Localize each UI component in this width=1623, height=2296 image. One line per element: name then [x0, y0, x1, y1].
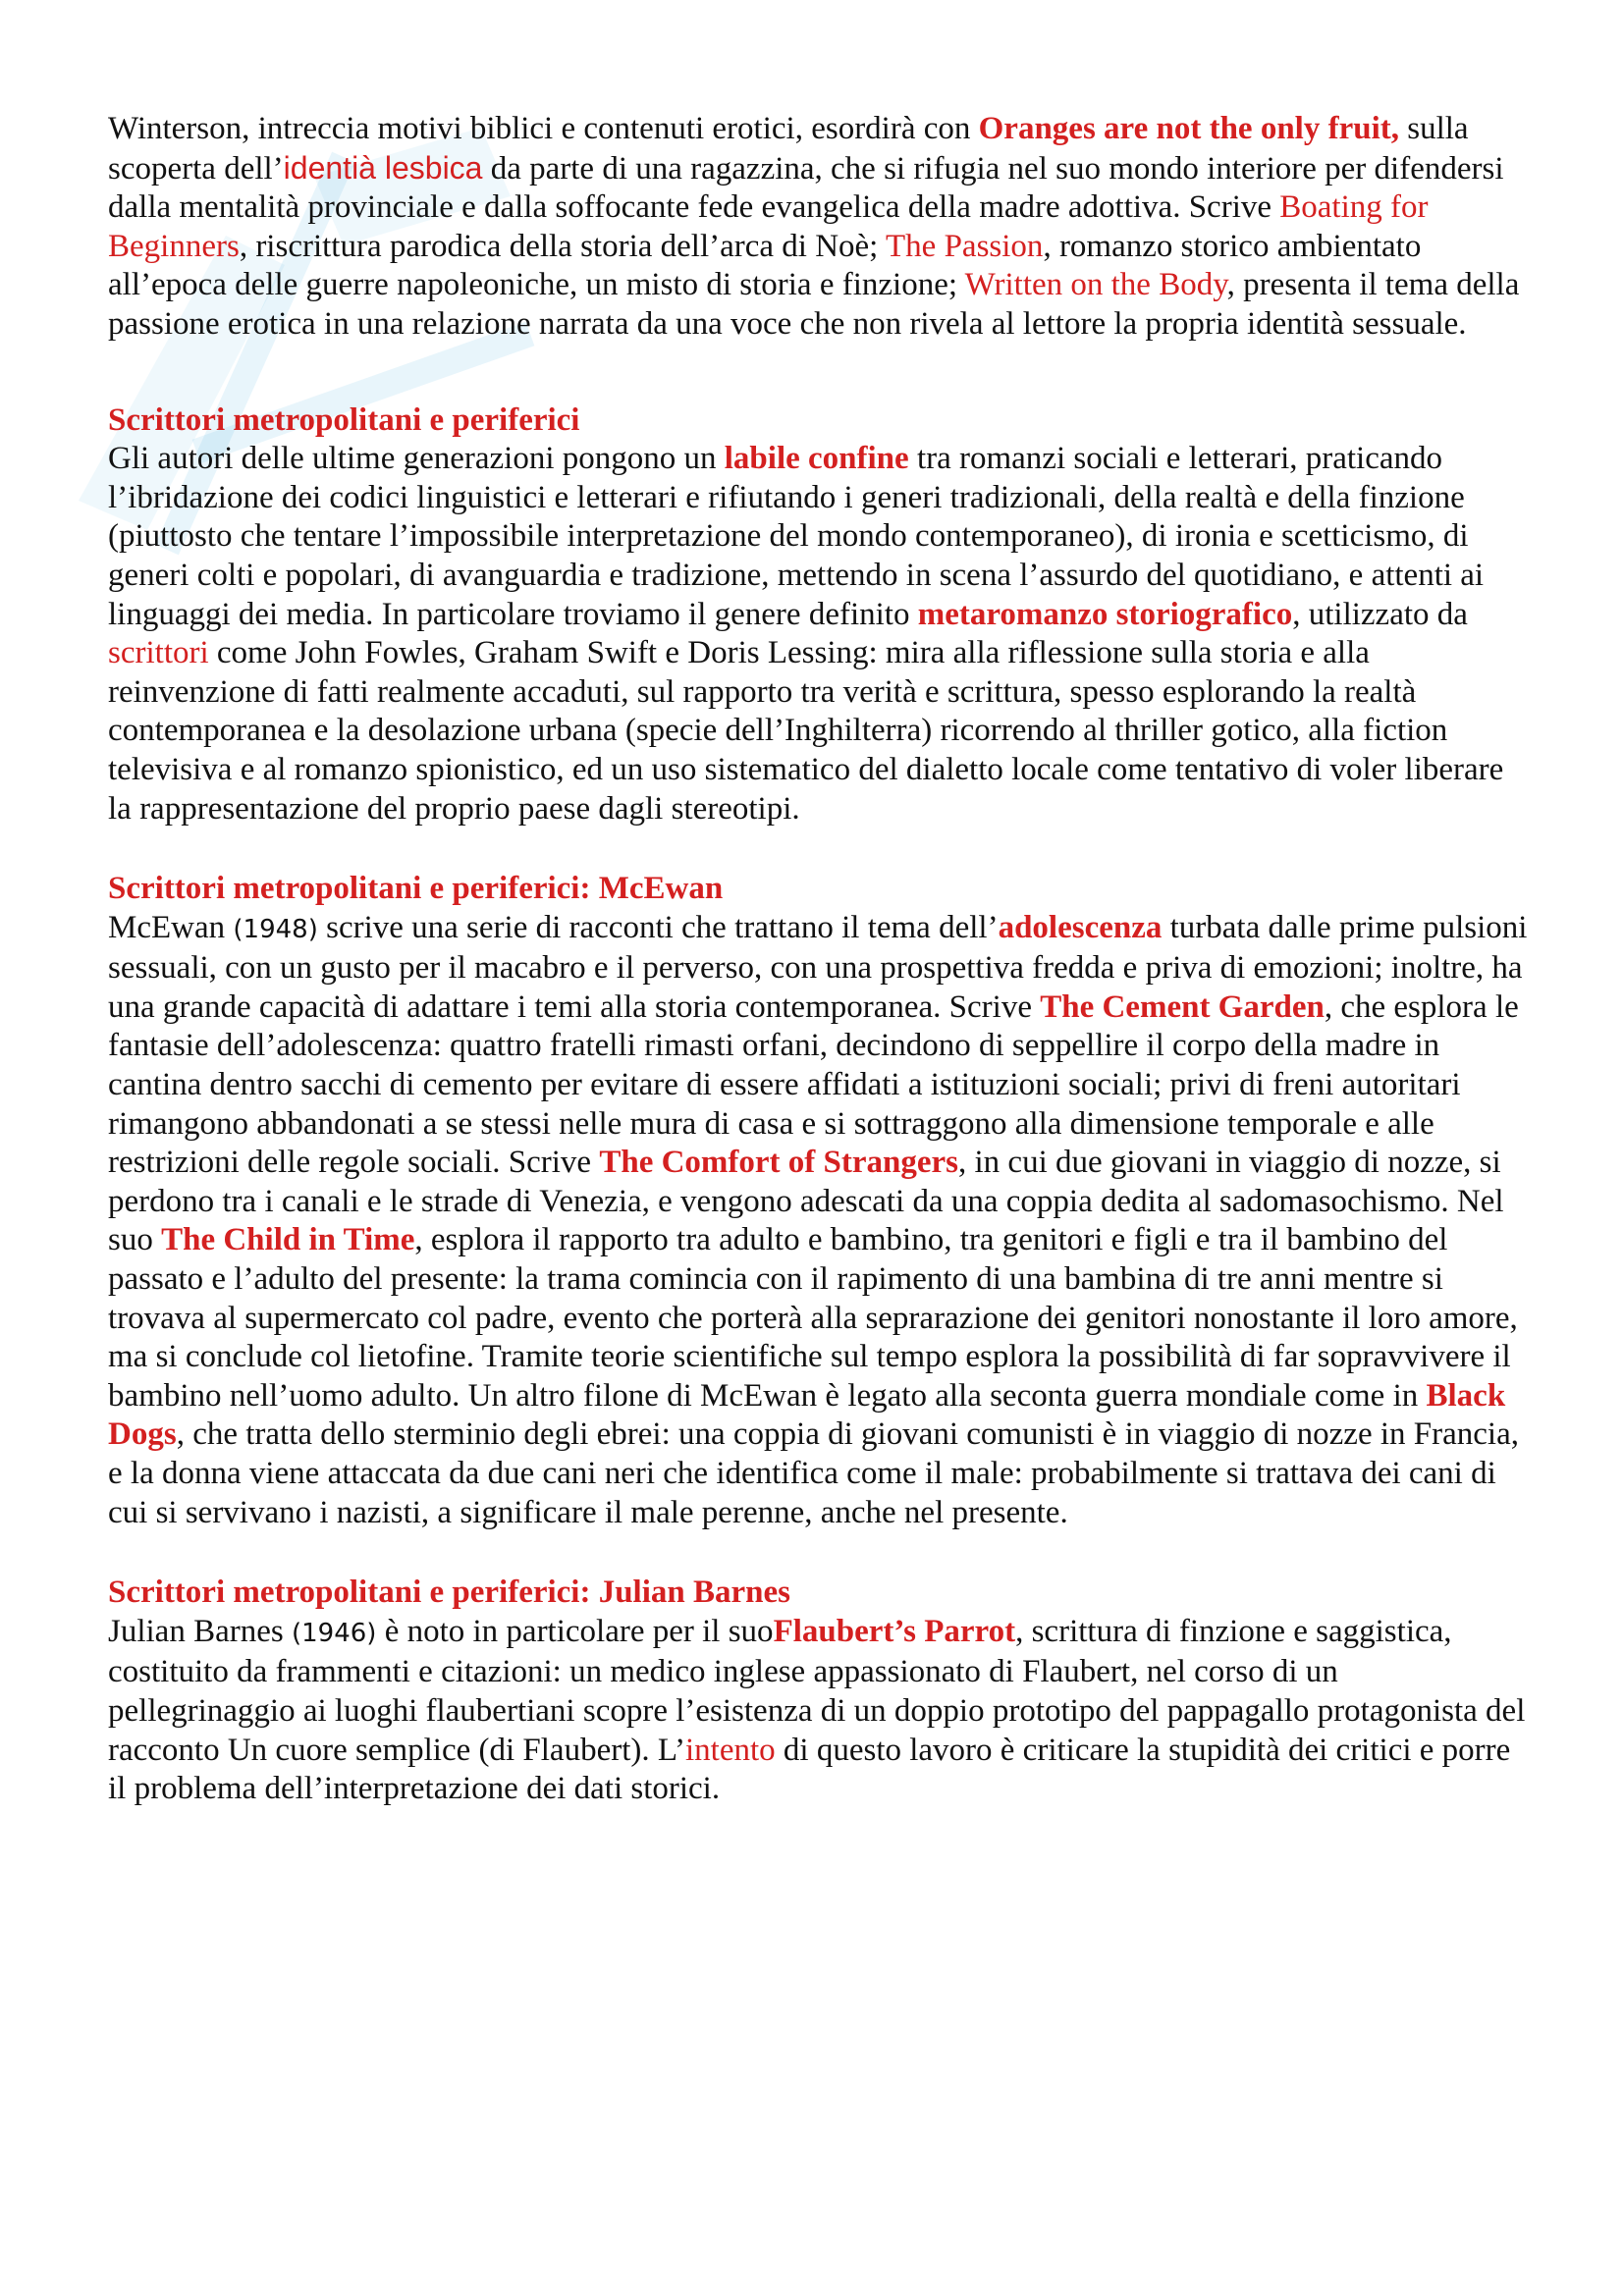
- term-highlight: scrittori: [108, 635, 209, 671]
- term-highlight: intento: [685, 1732, 776, 1768]
- title-highlight: The Cement Garden: [1040, 988, 1325, 1025]
- section-mcewan: [108, 870, 1530, 1532]
- text-run: McEwan: [108, 909, 234, 945]
- text-run: Julian Barnes: [108, 1613, 292, 1649]
- title-highlight: adolescenza: [998, 909, 1163, 945]
- paragraph-barnes: [108, 1613, 1530, 1809]
- title-highlight: labile confine: [724, 441, 909, 477]
- text-run: scrive una serie di racconti che trattano il tema dell’: [317, 909, 999, 945]
- text-run: è noto in particolare per il suo: [376, 1613, 774, 1649]
- paragraph-scrittori: [108, 440, 1530, 828]
- term-highlight: identià lesbica: [283, 149, 483, 186]
- title-highlight: Black Dogs: [108, 1377, 1506, 1453]
- year-text: (1948): [233, 914, 318, 944]
- term-highlight: Boating for Beginners: [108, 189, 1429, 264]
- paragraph-winterson: [108, 110, 1530, 345]
- term-highlight: The Passion: [886, 228, 1044, 264]
- text-run: , scrittura di finzione e saggistica, costituito da frammenti e citazioni: un medico inglese appassionato di Flaubert, nel corso di un pellegrinaggio ai luoghi flaubertiani scopre l’esistenza di un doppio prototipo del pappagallo protagonista del racconto Un cuore semplice (di Flaubert). L’: [108, 1613, 1526, 1768]
- section-heading: Scrittori metropolitani e periferici: Julian Barnes: [108, 1575, 790, 1611]
- text-run: , che esplora le fantasie dell’adolescenza: quattro fratelli rimasti orfani, decindono di seppellire il corpo della madre in cantina dentro sacchi di cemento per evitare di essere affidati a istituzioni sociali; privi di freni autoritari rimangono abbandonati a se stessi nelle mura di casa e si sottraggono alla dimensione temporale e alle restrizioni delle regole sociali. Scrive: [108, 988, 1519, 1181]
- paragraph-mcewan: [108, 909, 1530, 1533]
- title-highlight: The Comfort of Strangers: [599, 1145, 959, 1181]
- year-text: (1946): [291, 1618, 377, 1648]
- text-run: , in cui due giovani in viaggio di nozze, si perdono tra i canali e le strade di Venezia, e vengono adescati da una coppia dedita al sadomasochismo. Nel suo: [108, 1145, 1504, 1258]
- text-run: , riscrittura parodica della storia dell’arca di Noè;: [239, 228, 887, 264]
- text-run: , esplora il rapporto tra adulto e bambino, tra genitori e figli e tra il bambino del passato e l’adulto del presente: la trama comincia con il rapimento di una bambina di tre anni mentre si trovava al supermercato col padre, evento che porterà alla seprarazione dei genitori nonostante il loro amore, ma si conclude col lietofine. Tramite teorie scientifiche sul tempo esplora la possibilità di far sopravvivere il bambino nell’uomo adulto. Un altro filone di McEwan è legato alla seconta guerra mondiale come in: [108, 1222, 1518, 1414]
- title-highlight: Flaubert’s Parrot: [773, 1613, 1016, 1649]
- text-run: , presenta il tema della passione erotica in una relazione narrata da una voce che non rivela al lettore la propria identità sessuale.: [108, 267, 1520, 342]
- title-highlight: Oranges are not the only fruit,: [978, 111, 1399, 146]
- document-page: [108, 110, 1530, 1809]
- text-run: , romanzo storico ambientato all’epoca delle guerre napoleoniche, un misto di storia e finzione;: [108, 228, 1422, 303]
- text-run: da parte di una ragazzina, che si rifugia nel suo mondo interiore per difendersi dalla mentalità provinciale e dalla soffocante fede evangelica della madre adottiva. Scrive: [108, 150, 1504, 226]
- text-run: di questo lavoro è criticare la stupidità dei critici e porre il problema dell’interpretazione dei dati storici.: [108, 1732, 1511, 1807]
- text-run: , utilizzato da: [1292, 596, 1468, 632]
- text-run: , che tratta dello sterminio degli ebrei: una coppia di giovani comunisti è in viaggio di nozze in Francia, e la donna viene attaccata da due cani neri che identifica come il male: probabilmente si trattava dei cani di cui si servivano i nazisti, a significare il male perenne, anche nel presente.: [108, 1416, 1519, 1530]
- text-run: come John Fowles, Graham Swift e Doris Lessing: mira alla riflessione sulla storia e alla reinvenzione di fatti realmente accaduti, sul rapporto tra verità e scrittura, spesso esplorando la realtà contemporanea e la desolazione urbana (specie dell’Inghilterra) ricorrendo al thriller gotico, alla fiction televisiva e al romanzo spionistico, ed un uso sistematico del dialetto locale come tentativo di voler liberare la rappresentazione del proprio paese dagli stereotipi.: [108, 635, 1504, 827]
- text-run: turbata dalle prime pulsioni sessuali, con un gusto per il macabro e il perverso, con una prospettiva fredda e priva di emozioni; inoltre, ha una grande capacità di adattare i temi alla storia contemporanea. Scrive: [108, 909, 1528, 1025]
- text-run: Winterson, intreccia motivi biblici e contenuti erotici, esordirà con: [108, 111, 979, 146]
- section-heading: Scrittori metropolitani e periferici: McEwan: [108, 871, 724, 907]
- text-run: tra romanzi sociali e letterari, praticando l’ibridazione dei codici linguistici e letterari e rifiutando i generi tradizionali, della realtà e della finzione (piuttosto che tentare l’impossibile interpretazione del mondo contemporaneo), di ironia e scetticismo, di generi colti e popolari, di avanguardia e tradizione, mettendo in scena l’assurdo del quotidiano, e attenti ai linguaggi dei media. In particolare troviamo il genere definito: [108, 441, 1485, 632]
- text-run: Gli autori delle ultime generazioni pongono un: [108, 441, 725, 477]
- section-barnes: [108, 1574, 1530, 1809]
- title-highlight: The Child in Time: [161, 1222, 415, 1258]
- title-highlight: metaromanzo storiografico: [917, 596, 1293, 632]
- section-scrittori: [108, 401, 1530, 829]
- text-run: sulla scoperta dell’: [108, 111, 1469, 187]
- section-heading: Scrittori metropolitani e periferici: [108, 401, 580, 438]
- term-highlight: Written on the Body: [964, 267, 1227, 303]
